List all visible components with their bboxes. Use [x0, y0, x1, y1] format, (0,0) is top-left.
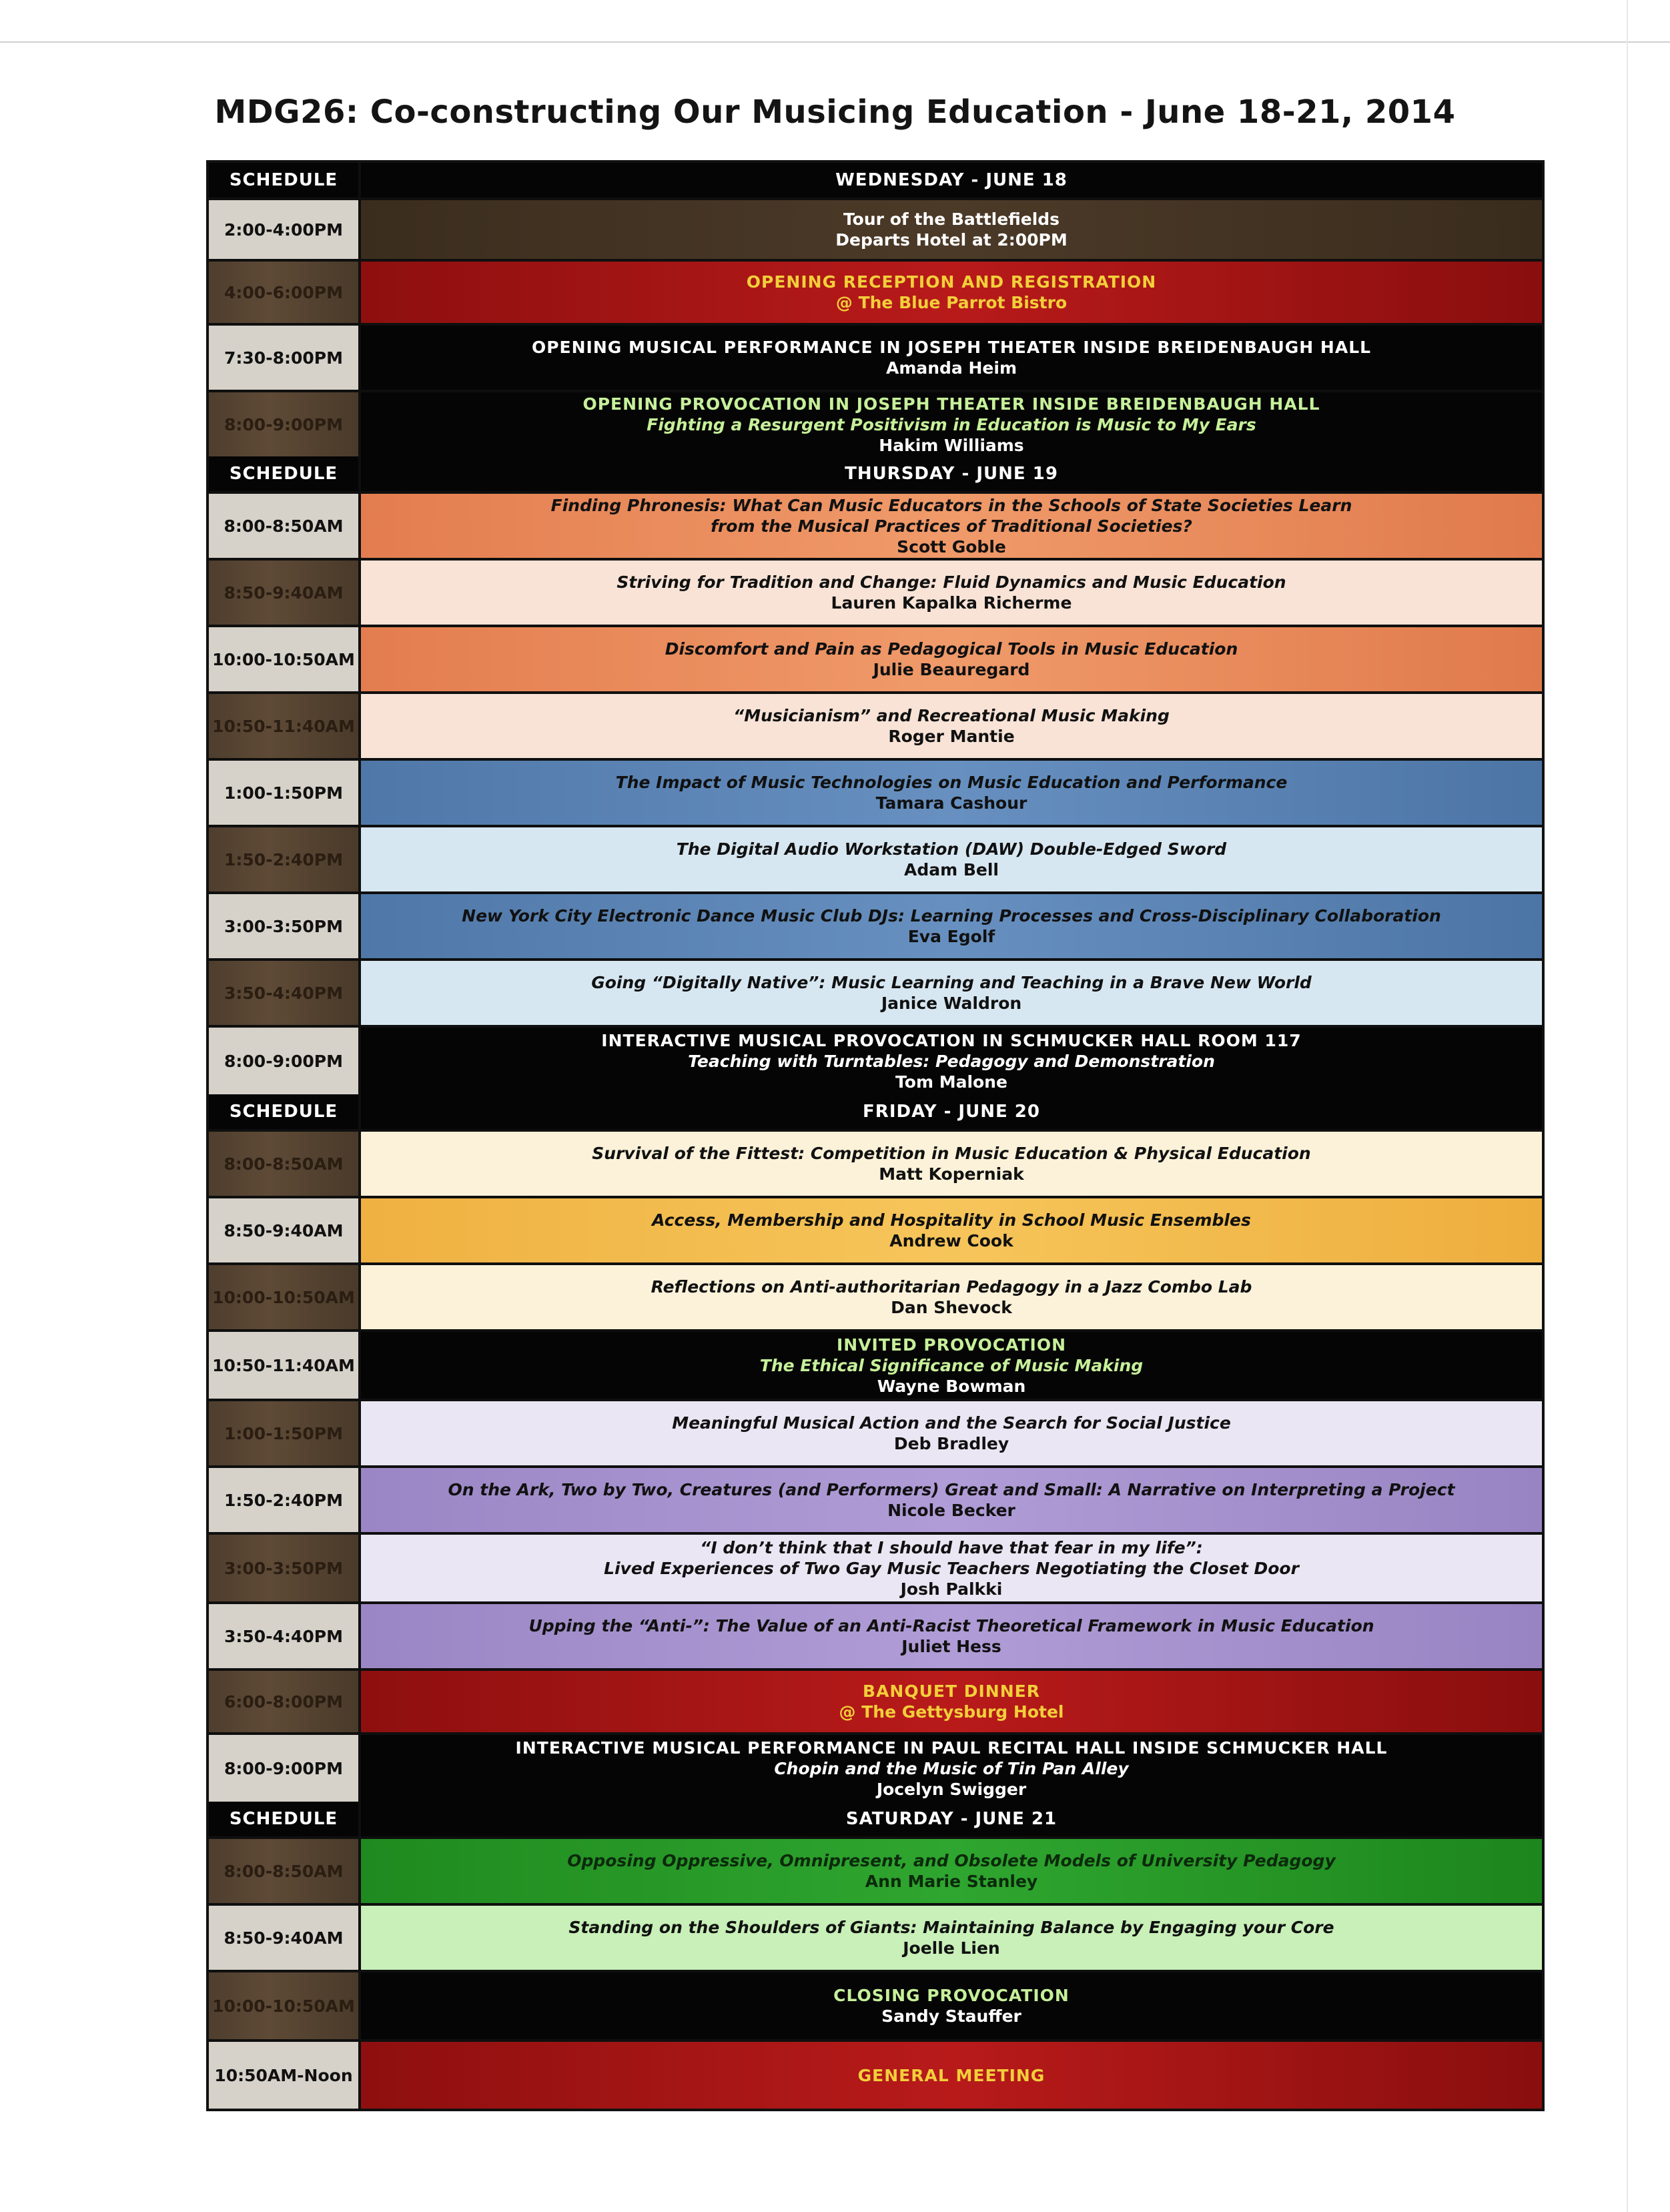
session-row [209, 1329, 1542, 1399]
session-title: Standing on the Shoulders of Giants: Maintaining Balance by Engaging your Core [568, 1918, 1334, 1937]
session-time: 10:50-11:40AM [209, 1332, 361, 1399]
session-time: 10:00-10:50AM [209, 1972, 361, 2039]
session-row [209, 1532, 1542, 1601]
session-time: 8:00-9:00PM [209, 392, 361, 456]
session-row [209, 1129, 1542, 1196]
session-details [361, 1468, 1542, 1532]
session-title: Access, Membership and Hospitality in School Music Ensembles [652, 1210, 1251, 1230]
schedule-label: SCHEDULE [209, 456, 361, 491]
presenter-name: Julie Beauregard [873, 660, 1030, 679]
session-title: Opposing Oppressive, Omnipresent, and Obsolete Models of University Pedagogy [567, 1851, 1336, 1870]
presenter-name: Andrew Cook [889, 1231, 1013, 1250]
presenter-name: Dan Shevock [891, 1298, 1012, 1317]
session-time: 8:50-9:40AM [209, 561, 361, 625]
event-heading: OPENING MUSICAL PERFORMANCE IN JOSEPH THEATER INSIDE BREIDENBAUGH HALL [531, 338, 1372, 357]
session-time: 8:50-9:40AM [209, 1906, 361, 1970]
session-time: 2:00-4:00PM [209, 200, 361, 259]
session-row [209, 198, 1542, 259]
session-time: 3:50-4:40PM [209, 961, 361, 1025]
session-row [209, 958, 1542, 1025]
session-time: 6:00-8:00PM [209, 1671, 361, 1732]
session-details [361, 1906, 1542, 1970]
presenter-name: Janice Waldron [881, 994, 1022, 1013]
presenter-name: Adam Bell [903, 860, 999, 879]
presenter-name: Sandy Stauffer [881, 2006, 1021, 2026]
session-row [209, 1196, 1542, 1262]
session-details [361, 1735, 1542, 1802]
scan-edge-right [1627, 0, 1628, 2212]
session-row [209, 758, 1542, 825]
session-time: 8:00-9:00PM [209, 1028, 361, 1094]
presenter-name: Roger Mantie [888, 727, 1015, 746]
session-details [361, 894, 1542, 958]
session-details [361, 262, 1542, 323]
presenter-name: Wayne Bowman [877, 1376, 1026, 1396]
session-title: Lived Experiences of Two Gay Music Teachers Negotiating the Closet Door [604, 1558, 1299, 1578]
presenter-name: Nicole Becker [887, 1501, 1015, 1520]
presenter-name: @ The Gettysburg Hotel [839, 1702, 1064, 1722]
event-heading: OPENING RECEPTION AND REGISTRATION [746, 272, 1157, 292]
session-time: 8:00-8:50AM [209, 494, 361, 558]
session-title: Striving for Tradition and Change: Fluid Dynamics and Music Education [616, 573, 1286, 592]
session-details [361, 1535, 1542, 1601]
page-title: MDG26: Co-constructing Our Musicing Education - June 18-21, 2014 [214, 93, 1456, 131]
session-row [209, 1465, 1542, 1532]
presenter-name: Tom Malone [895, 1072, 1007, 1092]
session-row [209, 1836, 1542, 1903]
schedule-label: SCHEDULE [209, 1094, 361, 1129]
session-title: On the Ark, Two by Two, Creatures (and Performers) Great and Small: A Narrative on Interpreting a Project [448, 1480, 1455, 1499]
session-row [209, 1601, 1542, 1668]
session-row [209, 2039, 1542, 2109]
day-header-row [209, 456, 1542, 491]
session-time: 8:00-8:50AM [209, 1132, 361, 1196]
presenter-name: Amanda Heim [885, 358, 1017, 378]
event-heading: BANQUET DINNER [863, 1682, 1040, 1701]
session-title: Reflections on Anti-authoritarian Pedagogy in a Jazz Combo Lab [651, 1277, 1252, 1297]
day-header-row [209, 163, 1542, 198]
session-row [209, 1262, 1542, 1329]
session-row [209, 390, 1542, 456]
presenter-name: Josh Palkki [900, 1579, 1003, 1599]
session-details [361, 1671, 1542, 1732]
session-title: Teaching with Turntables: Pedagogy and Demonstration [688, 1051, 1215, 1071]
event-heading: OPENING PROVOCATION IN JOSEPH THEATER INSIDE BREIDENBAUGH HALL [582, 394, 1320, 414]
event-heading: GENERAL MEETING [857, 2065, 1046, 2085]
session-details [361, 627, 1542, 691]
presenter-name: Ann Marie Stanley [865, 1872, 1038, 1891]
presenter-name: Eva Egolf [907, 927, 995, 946]
session-title: Going “Digitally Native”: Music Learning and Teaching in a Brave New World [591, 973, 1312, 992]
event-heading: INTERACTIVE MUSICAL PERFORMANCE IN PAUL RECITAL HALL INSIDE SCHMUCKER HALL [515, 1738, 1388, 1758]
schedule-label: SCHEDULE [209, 1802, 361, 1836]
presenter-name: Juliet Hess [901, 1637, 1001, 1656]
session-title: “I don’t think that I should have that fear in my life”: [700, 1537, 1203, 1557]
session-row [209, 1025, 1542, 1094]
session-title: Finding Phronesis: What Can Music Educators in the Schools of State Societies Learn [550, 495, 1352, 515]
session-time: 7:30-8:00PM [209, 326, 361, 390]
session-details [361, 1132, 1542, 1196]
session-title: The Digital Audio Workstation (DAW) Double-Edged Sword [676, 839, 1227, 859]
event-heading: CLOSING PROVOCATION [833, 1986, 1070, 2005]
presenter-name: Matt Koperniak [879, 1164, 1024, 1184]
session-row [209, 259, 1542, 323]
session-title: Meaningful Musical Action and the Search for Social Justice [672, 1413, 1231, 1433]
session-row [209, 825, 1542, 891]
session-title: The Impact of Music Technologies on Music Education and Performance [615, 773, 1288, 792]
session-row [209, 625, 1542, 691]
day-header-row [209, 1094, 1542, 1129]
session-details [361, 392, 1542, 456]
schedule-label: SCHEDULE [209, 163, 361, 198]
session-details [361, 961, 1542, 1025]
day-label: SATURDAY - JUNE 21 [361, 1802, 1542, 1836]
day-label: THURSDAY - JUNE 19 [361, 456, 1542, 491]
presenter-name: Jocelyn Swigger [876, 1779, 1027, 1799]
presenter-name: @ The Blue Parrot Bistro [835, 293, 1068, 312]
session-details [361, 2042, 1542, 2109]
session-details [361, 1265, 1542, 1329]
presenter-name: Scott Goble [897, 536, 1006, 557]
session-row [209, 491, 1542, 558]
presenter-name: Hakim Williams [879, 435, 1024, 455]
session-title: Upping the “Anti-”: The Value of an Anti-Racist Theoretical Framework in Music Education [528, 1616, 1374, 1635]
session-row [209, 1668, 1542, 1732]
session-title: Fighting a Resurgent Positivism in Education is Music to My Ears [647, 414, 1256, 434]
session-row [209, 891, 1542, 958]
session-title: from the Musical Practices of Traditional Societies? [711, 516, 1192, 536]
session-title: The Ethical Significance of Music Making [759, 1355, 1144, 1375]
event-heading: INTERACTIVE MUSICAL PROVOCATION IN SCHMUCKER HALL ROOM 117 [601, 1030, 1302, 1050]
session-time: 3:50-4:40PM [209, 1604, 361, 1668]
session-details [361, 200, 1542, 259]
session-time: 10:00-10:50AM [209, 1265, 361, 1329]
presenter-name: Tour of the Battlefields [843, 210, 1060, 229]
session-row [209, 558, 1542, 625]
session-details [361, 827, 1542, 891]
event-heading: INVITED PROVOCATION [836, 1335, 1067, 1355]
session-title: Discomfort and Pain as Pedagogical Tools in Music Education [665, 639, 1238, 659]
session-details [361, 1839, 1542, 1903]
session-time: 1:00-1:50PM [209, 761, 361, 825]
day-label: WEDNESDAY - JUNE 18 [361, 163, 1542, 198]
session-details [361, 761, 1542, 825]
session-time: 8:50-9:40AM [209, 1198, 361, 1262]
schedule-table [206, 160, 1545, 2111]
session-time: 8:00-9:00PM [209, 1735, 361, 1802]
session-title: “Musicianism” and Recreational Music Making [733, 706, 1170, 725]
session-details [361, 1972, 1542, 2039]
session-title: Chopin and the Music of Tin Pan Alley [774, 1758, 1129, 1778]
scan-edge-line [0, 41, 1670, 43]
session-row [209, 1903, 1542, 1970]
presenter-name: Departs Hotel at 2:00PM [835, 230, 1068, 250]
session-row [209, 1399, 1542, 1465]
session-time: 1:50-2:40PM [209, 1468, 361, 1532]
session-row [209, 323, 1542, 390]
session-title: Survival of the Fittest: Competition in Music Education & Physical Education [592, 1144, 1311, 1163]
session-details [361, 1028, 1542, 1094]
session-time: 1:50-2:40PM [209, 827, 361, 891]
session-time: 10:50AM-Noon [209, 2042, 361, 2109]
session-time: 4:00-6:00PM [209, 262, 361, 323]
session-time: 8:00-8:50AM [209, 1839, 361, 1903]
session-details [361, 1198, 1542, 1262]
session-details [361, 694, 1542, 758]
session-details [361, 1401, 1542, 1465]
session-row [209, 691, 1542, 758]
session-details [361, 494, 1542, 558]
session-details [361, 561, 1542, 625]
session-details [361, 1604, 1542, 1668]
session-time: 10:50-11:40AM [209, 694, 361, 758]
session-title: New York City Electronic Dance Music Club DJs: Learning Processes and Cross-Disciplinary Collaboration [462, 906, 1441, 926]
session-time: 10:00-10:50AM [209, 627, 361, 691]
session-time: 1:00-1:50PM [209, 1401, 361, 1465]
presenter-name: Joelle Lien [903, 1938, 1000, 1958]
session-time: 3:00-3:50PM [209, 894, 361, 958]
presenter-name: Tamara Cashour [875, 793, 1027, 813]
session-details [361, 1332, 1542, 1399]
session-row [209, 1970, 1542, 2039]
presenter-name: Deb Bradley [893, 1434, 1009, 1453]
presenter-name: Lauren Kapalka Richerme [831, 593, 1072, 613]
session-time: 3:00-3:50PM [209, 1535, 361, 1601]
day-label: FRIDAY - JUNE 20 [361, 1094, 1542, 1129]
day-header-row [209, 1802, 1542, 1836]
session-details [361, 326, 1542, 390]
session-row [209, 1732, 1542, 1802]
